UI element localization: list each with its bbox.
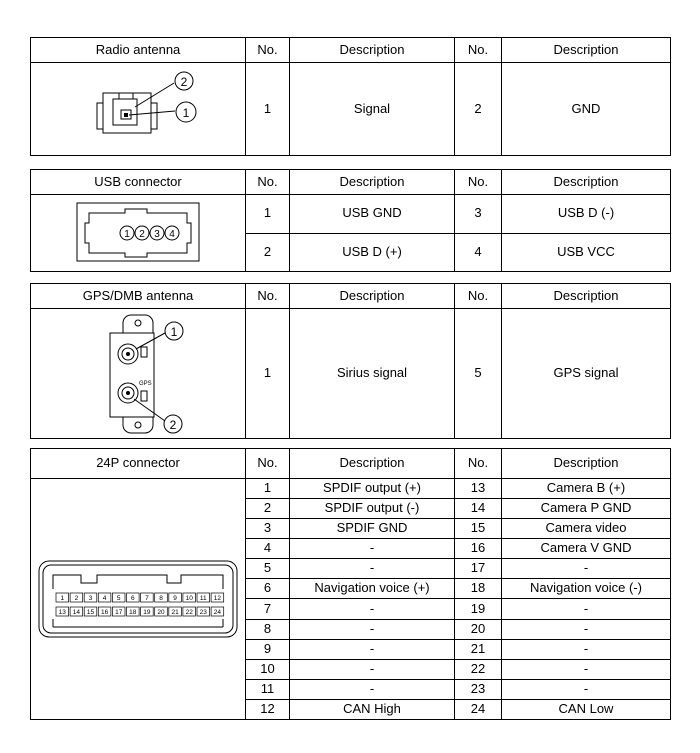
usb-connector-diagram <box>31 195 246 272</box>
connector-title: USB connector <box>31 170 246 195</box>
pin-description: - <box>502 619 671 639</box>
pin-description: USB VCC <box>502 233 671 272</box>
pin-description: - <box>502 599 671 619</box>
pin-description: Sirius signal <box>290 309 455 439</box>
pin-label-19: 19 <box>143 609 151 617</box>
pin-description: GPS signal <box>502 309 671 439</box>
pin-number: 6 <box>246 579 290 599</box>
pin-label-15: 15 <box>86 609 95 617</box>
pin-description: - <box>290 599 455 619</box>
callout-1: 1 <box>170 325 178 339</box>
radio-antenna-diagram <box>31 63 246 156</box>
no-header: No. <box>246 38 290 63</box>
pin-description: - <box>290 559 455 579</box>
pin-description: Signal <box>290 63 455 156</box>
pin-label-16: 16 <box>100 609 109 617</box>
usb-connector-table <box>30 169 671 272</box>
pin-description: GND <box>502 63 671 156</box>
callout-2: 2 <box>180 75 188 89</box>
description-header: Description <box>502 284 671 309</box>
pin-description: Camera V GND <box>502 539 671 559</box>
connector-title: Radio antenna <box>31 38 246 63</box>
pin-number: 10 <box>246 659 290 679</box>
pin-description: - <box>502 559 671 579</box>
no-header: No. <box>455 449 502 479</box>
pin-number: 3 <box>455 195 502 234</box>
pin-description: Navigation voice (+) <box>290 579 455 599</box>
pin-description: Camera video <box>502 519 671 539</box>
pin-number: 19 <box>455 599 502 619</box>
pin-label-4: 4 <box>102 595 107 603</box>
connector-title: GPS/DMB antenna <box>31 284 246 309</box>
pin-label-12: 12 <box>213 595 222 603</box>
pin-label-3: 3 <box>88 595 93 603</box>
pin-number: 1 <box>246 63 290 156</box>
pin-description: - <box>290 639 455 659</box>
pin-number: 22 <box>455 659 502 679</box>
no-header: No. <box>246 284 290 309</box>
no-header: No. <box>246 170 290 195</box>
24p-connector-table <box>30 448 671 720</box>
pin-label-6: 6 <box>130 595 135 603</box>
pin-number: 1 <box>246 309 290 439</box>
usb-pin-1: 1 <box>124 229 130 240</box>
pin-number: 3 <box>246 519 290 539</box>
pin-number: 4 <box>455 233 502 272</box>
pin-description: Navigation voice (-) <box>502 579 671 599</box>
pin-number: 4 <box>246 539 290 559</box>
radio-antenna-table <box>30 37 671 156</box>
pin-label-5: 5 <box>116 595 121 603</box>
pin-number: 21 <box>455 639 502 659</box>
pin-description: - <box>290 619 455 639</box>
description-header: Description <box>502 38 671 63</box>
pin-number: 2 <box>455 63 502 156</box>
description-header: Description <box>502 170 671 195</box>
pin-description: Camera B (+) <box>502 479 671 499</box>
description-header: Description <box>502 449 671 479</box>
no-header: No. <box>455 38 502 63</box>
gps-dmb-antenna-table <box>30 283 671 439</box>
description-header: Description <box>290 284 455 309</box>
pin-label-8: 8 <box>159 595 163 603</box>
pin-number: 8 <box>246 619 290 639</box>
pin-description: Camera P GND <box>502 499 671 519</box>
pin-description: - <box>290 679 455 699</box>
pin-label-14: 14 <box>72 609 81 617</box>
pin-description: - <box>502 639 671 659</box>
pin-label-24: 24 <box>213 609 222 617</box>
pin-label-17: 17 <box>115 609 123 617</box>
pin-label-7: 7 <box>145 595 149 603</box>
pin-label-21: 21 <box>171 609 179 617</box>
callout-1: 1 <box>182 106 190 120</box>
pin-label-2: 2 <box>74 595 79 603</box>
gps-label: GPS <box>139 381 152 387</box>
pin-description: SPDIF output (+) <box>290 479 455 499</box>
pin-number: 5 <box>455 309 502 439</box>
pin-number: 2 <box>246 499 290 519</box>
pin-number: 14 <box>455 499 502 519</box>
pin-description: - <box>502 679 671 699</box>
pin-label-18: 18 <box>129 609 137 617</box>
description-header: Description <box>290 170 455 195</box>
gps-antenna-diagram <box>31 309 246 439</box>
callout-2: 2 <box>169 418 177 432</box>
pin-number: 18 <box>455 579 502 599</box>
no-header: No. <box>455 284 502 309</box>
pin-number: 9 <box>246 639 290 659</box>
pin-number: 2 <box>246 233 290 272</box>
pin-number: 17 <box>455 559 502 579</box>
pin-description: USB GND <box>290 195 455 234</box>
no-header: No. <box>455 170 502 195</box>
pin-label-11: 11 <box>199 595 207 603</box>
pin-number: 24 <box>455 699 502 719</box>
description-header: Description <box>290 449 455 479</box>
pin-description: USB D (+) <box>290 233 455 272</box>
pin-description: CAN Low <box>502 699 671 719</box>
pin-description: SPDIF GND <box>290 519 455 539</box>
pin-number: 23 <box>455 679 502 699</box>
pin-number: 20 <box>455 619 502 639</box>
no-header: No. <box>246 449 290 479</box>
pin-label-10: 10 <box>185 595 193 603</box>
pin-number: 1 <box>246 195 290 234</box>
description-header: Description <box>290 38 455 63</box>
pin-number: 11 <box>246 679 290 699</box>
pin-number: 5 <box>246 559 290 579</box>
pin-label-22: 22 <box>185 609 193 617</box>
pin-description: SPDIF output (-) <box>290 499 455 519</box>
pin-label-13: 13 <box>58 609 66 617</box>
pin-number: 16 <box>455 539 502 559</box>
connector-title: 24P connector <box>31 449 246 479</box>
pin-description: CAN High <box>290 699 455 719</box>
pin-label-23: 23 <box>199 609 207 617</box>
pin-description: - <box>290 539 455 559</box>
pin-label-1: 1 <box>60 595 65 603</box>
usb-pin-2: 2 <box>139 229 145 240</box>
pin-description: - <box>290 659 455 679</box>
usb-pin-4: 4 <box>169 229 175 240</box>
pin-number: 12 <box>246 699 290 719</box>
pin-description: USB D (-) <box>502 195 671 234</box>
24p-connector-diagram <box>31 479 246 720</box>
usb-pin-3: 3 <box>154 229 160 240</box>
pin-number: 7 <box>246 599 290 619</box>
pin-description: - <box>502 659 671 679</box>
pin-number: 1 <box>246 479 290 499</box>
pin-number: 15 <box>455 519 502 539</box>
pin-label-9: 9 <box>173 595 177 603</box>
pin-label-20: 20 <box>157 609 165 617</box>
pin-number: 13 <box>455 479 502 499</box>
